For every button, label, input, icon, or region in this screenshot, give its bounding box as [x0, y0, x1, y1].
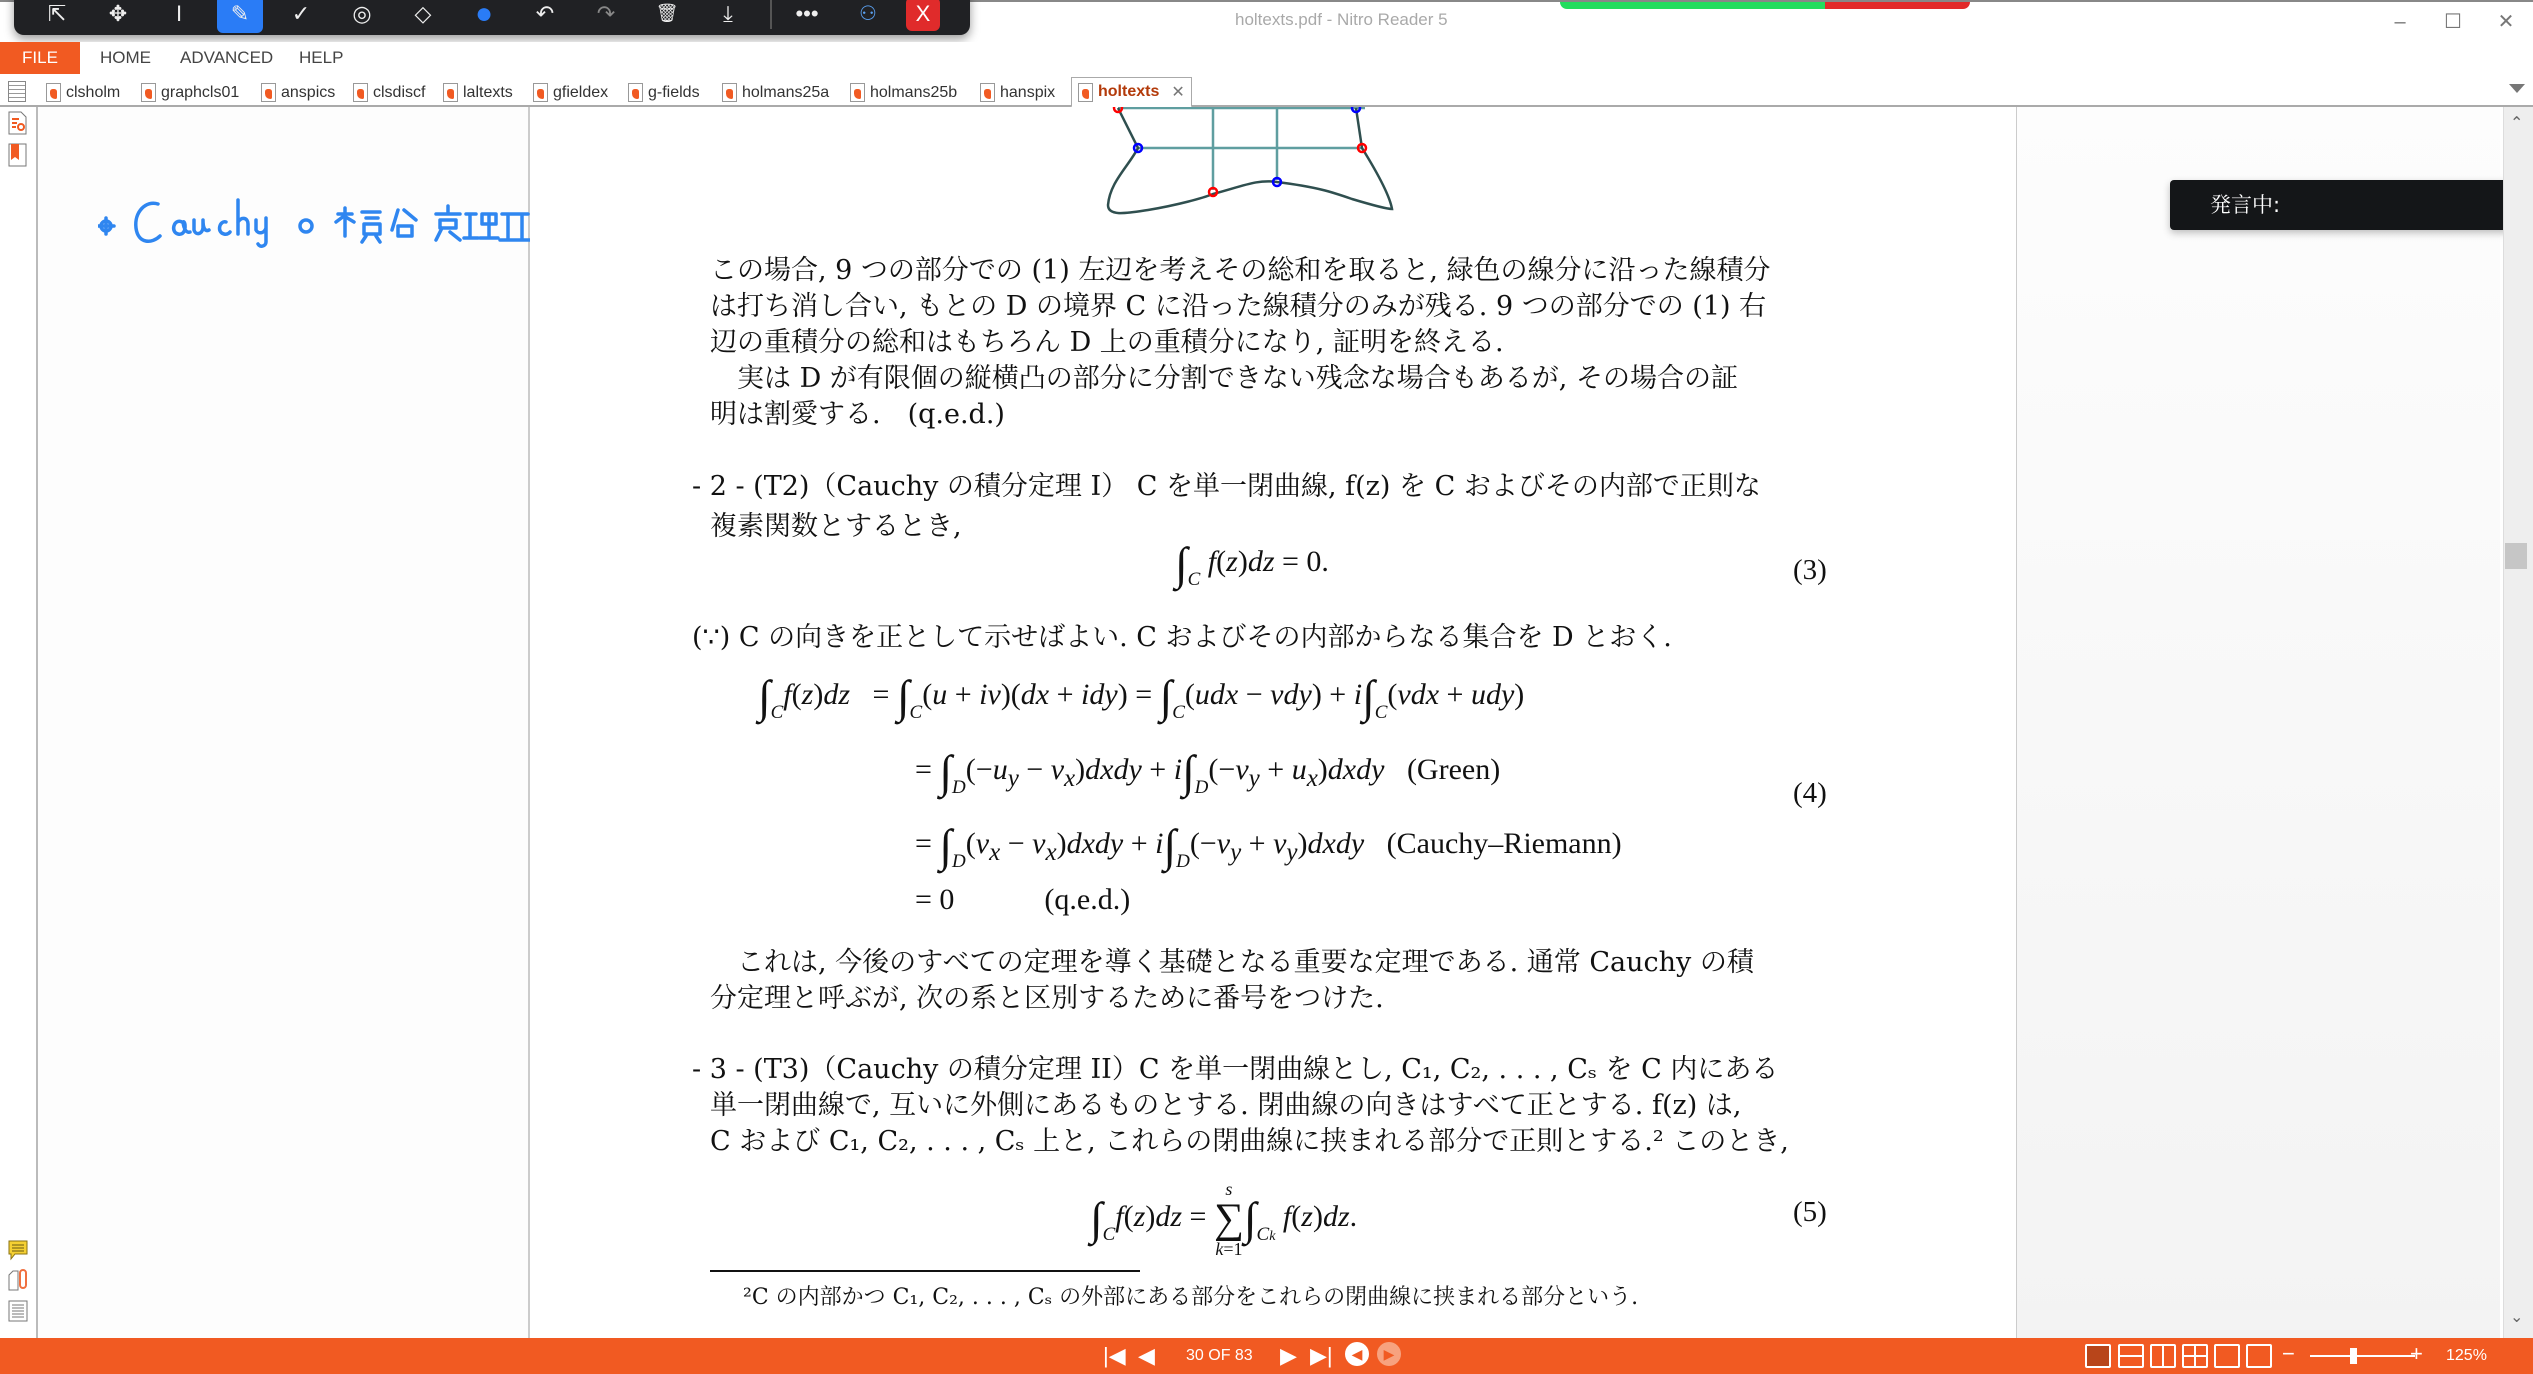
- equation-5: $\int_Cf(z)dz$ = s ∑ k=1 $\int_{Ck}$ f(z)dz.: [1090, 1179, 1358, 1259]
- equation-3: $\int_C$ f(z)dz = 0.: [1175, 538, 1329, 590]
- zoom-slider[interactable]: [2310, 1355, 2415, 1357]
- scroll-up-icon[interactable]: ⌃: [2510, 115, 2524, 132]
- tab-hanspix[interactable]: hanspix: [980, 78, 1055, 107]
- text-tool-button[interactable]: [156, 0, 202, 33]
- close-window-button[interactable]: ✕: [2497, 11, 2515, 33]
- page-list-icon[interactable]: [8, 1300, 28, 1324]
- close-icon: X: [915, 0, 931, 26]
- toolbar-separator: [770, 0, 772, 29]
- paragraph-line: 辺の重積分の総和はもちろん D 上の重積分になり, 証明を終える.: [710, 327, 1504, 358]
- tab-anspics[interactable]: anspics: [261, 78, 335, 107]
- pdf-file-icon: [533, 83, 548, 102]
- highlighter-tool-button[interactable]: [339, 0, 385, 33]
- paragraph-line: これは, 今後のすべての定理を導く基礎となる重要な定理である. 通常 Cauchy の積: [710, 947, 1754, 978]
- cover-view-icon[interactable]: [2214, 1344, 2240, 1368]
- equation-4-line-1: $\int_Cf(z)dz = \int_C(u + iv)(dx + idy) = \int_C(udx - vdy) + i\int_C(vdx + udy)$: [758, 671, 1525, 723]
- eraser-tool-button[interactable]: [400, 0, 446, 33]
- check-tool-button[interactable]: [278, 0, 324, 33]
- pdf-file-icon: [46, 83, 61, 102]
- back-button[interactable]: ◀: [1345, 1342, 1369, 1366]
- text-cursor-icon: I: [175, 0, 183, 26]
- tab-holmans25b[interactable]: holmans25b: [850, 78, 957, 107]
- pen-icon: ✎: [230, 0, 250, 26]
- annotation-toolbar: [14, 0, 970, 35]
- equation-number-5: (5): [1793, 1196, 1827, 1228]
- window-title: holtexts.pdf - Nitro Reader 5: [1235, 10, 1448, 29]
- status-bar: [0, 1338, 2533, 1374]
- undo-button[interactable]: [522, 0, 568, 33]
- paragraph-line: 明は割愛する. (q.e.d.): [710, 399, 1005, 430]
- zoom-level[interactable]: 125%: [2446, 1347, 2487, 1364]
- equation-4-line-4: = 0 (q.e.d.): [915, 883, 1131, 916]
- theorem-t2-heading: - 2 - (T2)（Cauchy の積分定理 I） C を単一閉曲線, f(z) を C およびその内部で正則な: [692, 471, 1761, 502]
- left-icon-strip: [0, 107, 38, 1338]
- menu-advanced[interactable]: ADVANCED: [180, 48, 274, 67]
- pdf-page: [530, 107, 2017, 1338]
- tab-holmans25a[interactable]: holmans25a: [722, 78, 829, 107]
- equation-number-3: (3): [1793, 554, 1827, 586]
- tab-list-icon[interactable]: [8, 81, 26, 102]
- proof-intro: (∵) C の向きを正として示せばよい. C およびその内部からなる集合を D とおく.: [692, 622, 1672, 653]
- zoom-out-button[interactable]: −: [2282, 1341, 2295, 1366]
- close-tab-icon[interactable]: ✕: [1171, 84, 1185, 101]
- pdf-file-icon: [261, 83, 276, 102]
- menu-help[interactable]: HELP: [299, 48, 344, 67]
- page-search-icon[interactable]: [8, 111, 28, 135]
- theorem-t3-text: 単一閉曲線で, 互いに外側にあるものとする. 閉曲線の向きはすべて正とする. f(z) は,: [710, 1090, 1742, 1121]
- close-toolbar-button[interactable]: [906, 0, 940, 31]
- tab-graphcls01[interactable]: graphcls01: [141, 78, 239, 107]
- tab-laltexts[interactable]: laltexts: [443, 78, 513, 107]
- page-gutter: [2017, 107, 2500, 1338]
- continuous-view-icon[interactable]: [2118, 1344, 2144, 1368]
- select-tool-button[interactable]: [34, 0, 80, 33]
- pdf-file-icon: [1078, 83, 1093, 102]
- attachments-icon[interactable]: [8, 1267, 28, 1291]
- last-page-button[interactable]: ▶|: [1310, 1343, 1333, 1368]
- download-icon: ⤓: [723, 0, 733, 26]
- more-button[interactable]: [784, 0, 830, 33]
- scroll-down-icon[interactable]: ⌄: [2510, 1309, 2524, 1326]
- trash-icon: 🗑: [655, 3, 679, 23]
- page-indicator[interactable]: 30 OF 83: [1186, 1347, 1253, 1364]
- maximize-button[interactable]: ☐: [2444, 11, 2462, 33]
- redo-icon: ↷: [596, 0, 616, 26]
- footnote-rule: [710, 1270, 1140, 1272]
- download-button[interactable]: [705, 0, 751, 33]
- scroll-thumb[interactable]: [2505, 543, 2527, 569]
- check-icon: ✓: [291, 0, 311, 26]
- single-page-view-icon[interactable]: [2085, 1344, 2111, 1368]
- facing-continuous-view-icon[interactable]: [2182, 1344, 2208, 1368]
- eraser-icon: ◇: [414, 0, 432, 26]
- previous-page-button[interactable]: ◀: [1138, 1343, 1155, 1368]
- pdf-file-icon: [850, 83, 865, 102]
- theorem-t3-text: C および C₁, C₂, . . . , Cₛ 上と, これらの閉曲線に挟まれる部分で正則とする.² このとき,: [710, 1126, 1789, 1157]
- speech-status-overlay: 発言中:: [2170, 180, 2512, 230]
- document-viewport[interactable]: [530, 107, 2500, 1338]
- move-icon: ✥: [108, 0, 128, 26]
- bookmark-icon[interactable]: [8, 143, 28, 167]
- minimize-button[interactable]: –: [2394, 11, 2406, 33]
- pdf-file-icon: [628, 83, 643, 102]
- pen-tool-button[interactable]: [217, 0, 263, 33]
- paragraph-line: は打ち消し合い, もとの D の境界 C に沿った線積分のみが残る. 9 つの部分での (1) 右: [710, 291, 1767, 322]
- region-partition-figure: [1100, 107, 1400, 217]
- vertical-scrollbar[interactable]: [2503, 107, 2533, 1338]
- cover-continuous-view-icon[interactable]: [2246, 1344, 2272, 1368]
- next-page-button[interactable]: ▶: [1280, 1343, 1297, 1368]
- undo-icon: ↶: [535, 0, 555, 26]
- color-dot-icon: ●: [474, 0, 494, 30]
- pdf-file-icon: [353, 83, 368, 102]
- redo-button[interactable]: [583, 0, 629, 33]
- pdf-file-icon: [141, 83, 156, 102]
- color-picker-button[interactable]: [461, 0, 507, 33]
- tab-clsdiscf[interactable]: clsdiscf: [353, 78, 425, 107]
- arrow-pointer-icon: ⇱: [47, 0, 67, 26]
- facing-view-icon[interactable]: [2150, 1344, 2176, 1368]
- menu-file[interactable]: FILE: [0, 42, 80, 74]
- move-tool-button[interactable]: [95, 0, 141, 33]
- paragraph-line: 実は D が有限個の縦横凸の部分に分割できない残念な場合もあるが, その場合の証: [710, 363, 1738, 394]
- equation-number-4: (4): [1793, 777, 1827, 809]
- menu-bar: [0, 42, 2533, 74]
- first-page-button[interactable]: |◀: [1103, 1343, 1126, 1368]
- delete-button[interactable]: [644, 0, 690, 33]
- progress-strip: [1560, 2, 1970, 9]
- pdf-file-icon: [443, 83, 458, 102]
- more-dots-icon: •••: [795, 0, 819, 26]
- menu-home[interactable]: HOME: [100, 48, 151, 67]
- theorem-t3-heading: - 3 - (T3)（Cauchy の積分定理 II）C を単一閉曲線とし, C₁, C₂, . . . , Cₛ を C 内にある: [692, 1054, 1779, 1085]
- forward-button[interactable]: ▶: [1377, 1342, 1401, 1366]
- handwritten-annotation[interactable]: [98, 192, 578, 252]
- zoom-in-button[interactable]: +: [2410, 1341, 2423, 1366]
- pdf-file-icon: [980, 83, 995, 102]
- tab-g-fields[interactable]: g-fields: [628, 78, 700, 107]
- tab-holtexts[interactable]: holtexts ✕: [1071, 77, 1192, 108]
- share-button[interactable]: [845, 0, 891, 33]
- tab-overflow-chevron-icon[interactable]: [2509, 84, 2525, 93]
- footnote: ²C の内部かつ C₁, C₂, . . . , Cₛ の外部にある部分をこれらの閉曲線に挟まれる部分という.: [743, 1285, 1639, 1310]
- tab-clsholm[interactable]: clsholm: [46, 78, 120, 107]
- document-tab-bar: [0, 76, 2533, 107]
- paragraph-line: 分定理と呼ぶが, 次の系と区別するために番号をつけた.: [710, 983, 1384, 1014]
- equation-4-line-2: = $\int_D(-u_y$ − $v_x)dxdy + i\int_D(-v_y$ + $u_x)dxdy$ (Green): [915, 746, 1501, 798]
- theorem-t2-text: 複素関数とするとき,: [710, 511, 962, 542]
- equation-4-line-3: = $\int_D(v_x$ − $v_x)dxdy + i\int_D(-v_y$ + $v_y)dxdy$ (Cauchy–Riemann): [915, 820, 1622, 872]
- highlighter-icon: ◎: [352, 0, 372, 26]
- zoom-slider-thumb[interactable]: [2350, 1348, 2357, 1364]
- comments-icon[interactable]: [8, 1240, 28, 1264]
- person-shield-icon: ⚇: [859, 3, 877, 25]
- pdf-file-icon: [722, 83, 737, 102]
- paragraph-line: この場合, 9 つの部分での (1) 左辺を考えその総和を取ると, 緑色の線分に沿った線積分: [710, 255, 1771, 286]
- tab-gfieldex[interactable]: gfieldex: [533, 78, 608, 107]
- left-side-panel: [38, 107, 530, 1338]
